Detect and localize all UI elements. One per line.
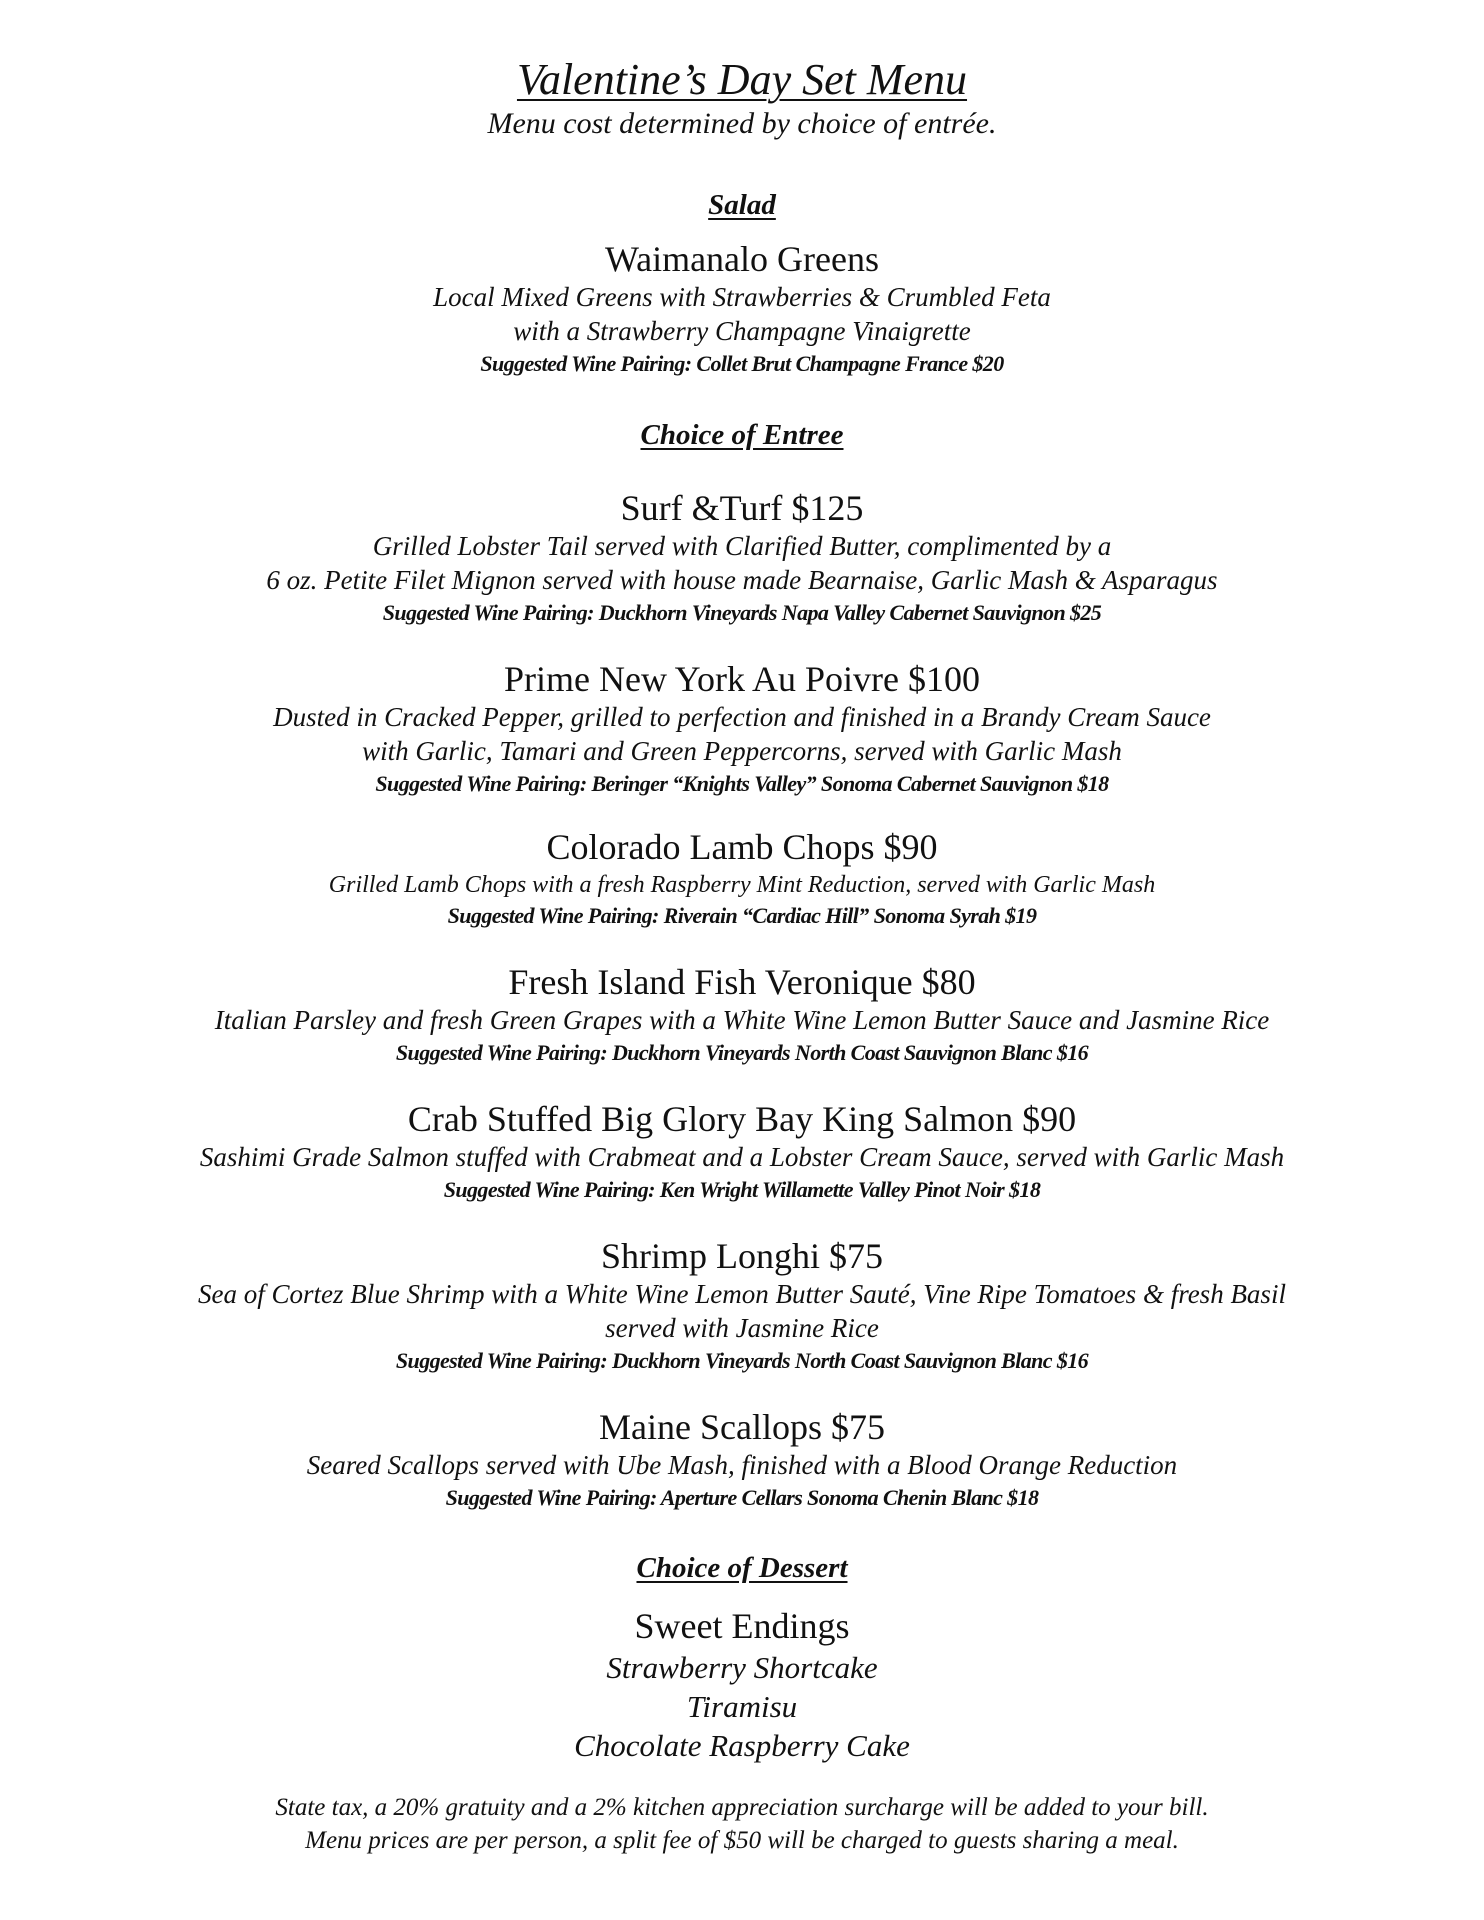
menu-title: Valentine’s Day Set Menu	[516, 55, 968, 104]
entree-name: Surf &Turf $125	[620, 488, 864, 528]
entree-name: Crab Stuffed Big Glory Bay King Salmon $90	[407, 1099, 1077, 1139]
entree-desc-line: Grilled Lobster Tail served with Clarified Butter, complimented by a	[372, 531, 1112, 561]
footer-note: Menu prices are per person, a split fee of $50 will be charged to guests sharing a meal.	[305, 1827, 1179, 1854]
salad-heading: Salad	[708, 189, 776, 221]
entree-wine-pairing: Suggested Wine Pairing: Aperture Cellars Sonoma Chenin Blanc $18	[445, 1485, 1039, 1510]
entree-name: Shrimp Longhi $75	[600, 1236, 883, 1276]
entree-desc-line: with Garlic, Tamari and Green Peppercorns, served with Garlic Mash	[362, 736, 1122, 766]
entree-desc-line: Sashimi Grade Salmon stuffed with Crabmeat and a Lobster Cream Sauce, served with Garlic Mash	[199, 1142, 1285, 1172]
dessert-item: Chocolate Raspberry Cake	[574, 1728, 910, 1763]
salad-name: Waimanalo Greens	[605, 239, 879, 279]
entree-wine-pairing: Suggested Wine Pairing: Riverain “Cardiac Hill” Sonoma Syrah $19	[447, 903, 1037, 928]
dessert-heading: Choice of Dessert	[636, 1552, 848, 1584]
salad-desc-line: with a Strawberry Champagne Vinaigrette	[513, 316, 971, 346]
dessert-name: Sweet Endings	[634, 1606, 850, 1646]
footer-note: State tax, a 20% gratuity and a 2% kitchen appreciation surcharge will be added to your bill.	[275, 1794, 1209, 1821]
entree-desc-line: Grilled Lamb Chops with a fresh Raspberry Mint Reduction, served with Garlic Mash	[328, 872, 1156, 898]
entree-wine-pairing: Suggested Wine Pairing: Duckhorn Vineyards Napa Valley Cabernet Sauvignon $25	[382, 600, 1102, 625]
entree-desc-line: Sea of Cortez Blue Shrimp with a White Wine Lemon Butter Sauté, Vine Ripe Tomatoes & fresh Basil	[198, 1279, 1286, 1309]
entree-wine-pairing: Suggested Wine Pairing: Beringer “Knights Valley” Sonoma Cabernet Sauvignon $18	[375, 771, 1109, 796]
salad-desc-line: Local Mixed Greens with Strawberries & Crumbled Feta	[433, 282, 1051, 312]
entree-desc-line: served with Jasmine Rice	[605, 1313, 879, 1343]
entree-name: Maine Scallops $75	[599, 1407, 885, 1447]
dessert-item: Strawberry Shortcake	[606, 1650, 878, 1685]
salad-wine-pairing: Suggested Wine Pairing: Collet Brut Champagne France $20	[480, 351, 1004, 376]
dessert-item: Tiramisu	[686, 1689, 798, 1724]
entree-desc-line: Italian Parsley and fresh Green Grapes with a White Wine Lemon Butter Sauce and Jasmine Rice	[214, 1005, 1270, 1035]
entree-name: Prime New York Au Poivre $100	[503, 659, 980, 699]
entree-heading: Choice of Entree	[640, 419, 844, 451]
menu-subtitle: Menu cost determined by choice of entrée.	[487, 107, 997, 140]
entree-name: Colorado Lamb Chops $90	[546, 827, 938, 867]
entree-name: Fresh Island Fish Veronique $80	[508, 962, 976, 1002]
entree-desc-line: Dusted in Cracked Pepper, grilled to perfection and finished in a Brandy Cream Sauce	[273, 702, 1211, 732]
entree-wine-pairing: Suggested Wine Pairing: Duckhorn Vineyards North Coast Sauvignon Blanc $16	[395, 1040, 1089, 1065]
entree-desc-line: Seared Scallops served with Ube Mash, finished with a Blood Orange Reduction	[306, 1450, 1178, 1480]
entree-wine-pairing: Suggested Wine Pairing: Ken Wright Willamette Valley Pinot Noir $18	[443, 1177, 1041, 1202]
entree-desc-line: 6 oz. Petite Filet Mignon served with house made Bearnaise, Garlic Mash & Asparagus	[266, 565, 1218, 595]
entree-wine-pairing: Suggested Wine Pairing: Duckhorn Vineyards North Coast Sauvignon Blanc $16	[395, 1348, 1089, 1373]
